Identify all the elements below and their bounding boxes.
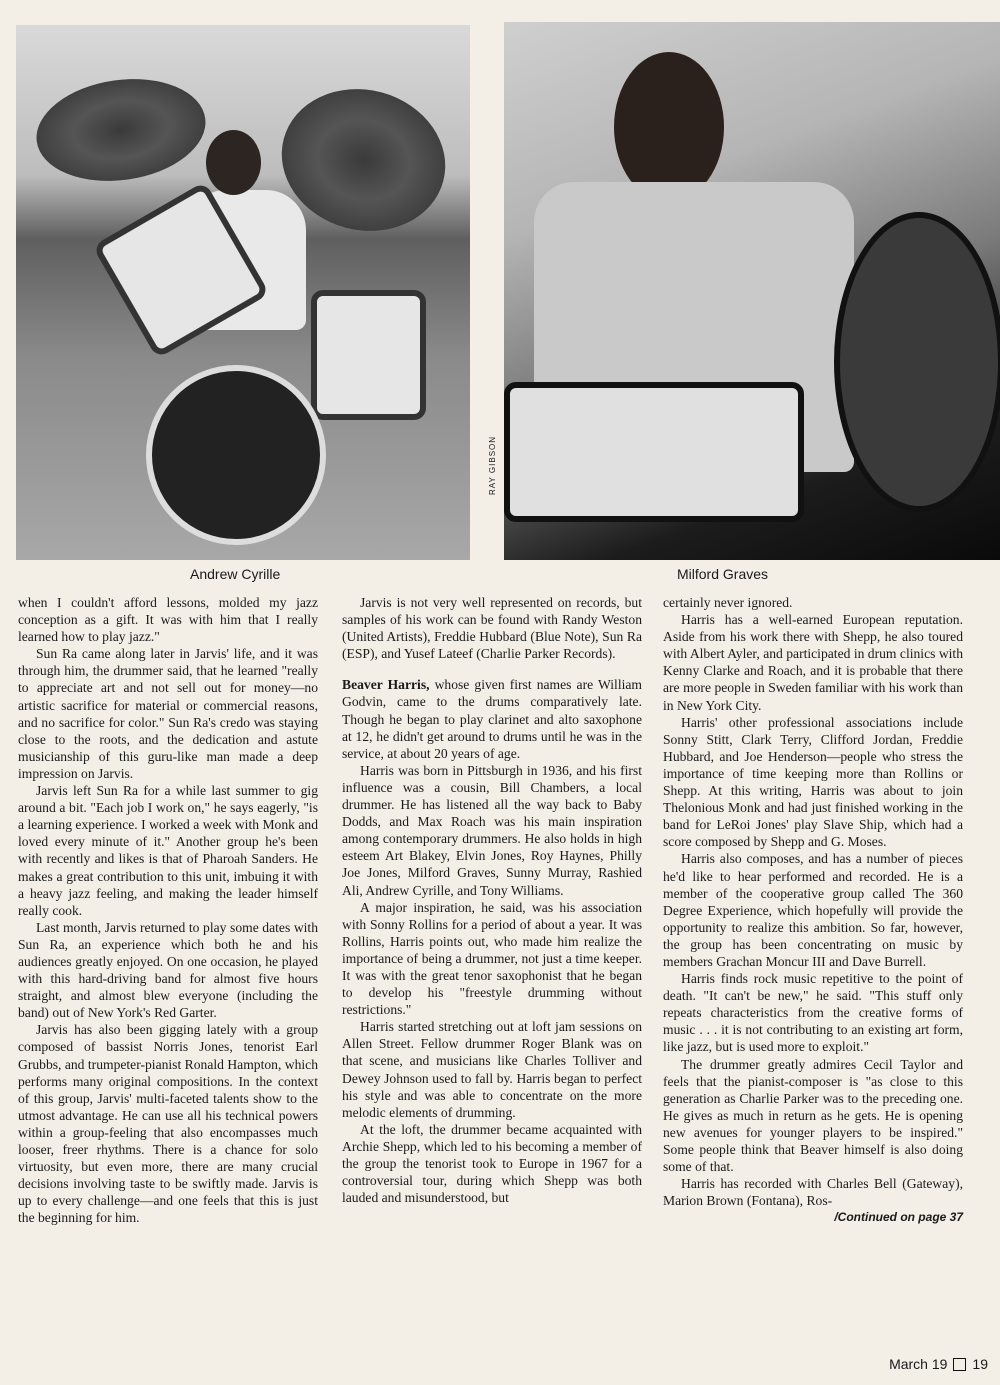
- subject-name: Beaver Harris,: [342, 677, 430, 693]
- tom-drum: [504, 382, 804, 522]
- caption-milford-graves: Milford Graves: [677, 566, 769, 582]
- paragraph: Harris was born in Pittsburgh in 1936, and his first influence was a cousin, Bill Chambers, a local drummer. He has listened all the way back to Baby Dodds, and Max Roach was his main inspiration among contemporary drummers. He also holds in high esteem Art Blakey, Elvin Jones, Roy Haynes, Philly Joe Jones, Milford Graves, Sunny Murray, Rashied Ali, Andrew Cyrille, and Tony Williams.: [342, 762, 642, 898]
- paragraph: when I couldn't afford lessons, molded my jazz conception as a gift. It was with him that I really learned how to play jazz.": [18, 595, 318, 645]
- photo-milford-graves: [504, 22, 1000, 560]
- paragraph: A major inspiration, he said, was his association with Sonny Rollins for a period of about a year. It was Rollins, Harris points out, who made him realize the importance of being a drummer, not just a time keeper. It was with the great tenor saxophonist that he began to develop his "freestyle drumming without restrictions.": [342, 899, 642, 1018]
- cymbal-right: [834, 212, 1000, 512]
- paragraph: Harris has recorded with Charles Bell (Gateway), Marion Brown (Fontana), Ros-: [663, 1176, 963, 1209]
- paragraph-text: whose given first names are William Godvin, came to the drums comparatively late. Though he began to play clarinet and alto saxophone at 12, he didn't get around to drums until he was in the service, at about 20 years of age.: [342, 677, 642, 761]
- issue-date: March 19: [889, 1356, 948, 1372]
- column-2: [342, 594, 642, 1206]
- paragraph: Harris has a well-earned European reputation. Aside from his work there with Shepp, he also toured with Albert Ayler, and participated in drum clinics with Kenny Clarke and Roach, and it is probable that there are more people in Sweden familiar with his work than in New York City.: [663, 612, 963, 713]
- continued-note: /Continued on page 37: [834, 1210, 963, 1225]
- drummer-head: [614, 52, 724, 202]
- paragraph: certainly never ignored.: [663, 595, 793, 610]
- floor-tom: [311, 290, 426, 420]
- column-3: [663, 594, 963, 1226]
- paragraph: Harris started stretching out at loft jam sessions on Allen Street. Fellow drummer Roger Blank was on that scene, and musicians like Charles Tolliver and Dewey Johnson used to fall by. Harris began to perfect his style and was able to concentrate on the more melodic elements of drumming.: [342, 1019, 642, 1120]
- paragraph: The drummer greatly admires Cecil Taylor and feels that the pianist-composer is "as close to this generation as Charlie Parker was to the preceding one. He gives as much in return as he gets. He is opening new avenues for younger players to be inspired." Some people think that Beaver himself is also doing some of that.: [663, 1056, 963, 1175]
- paragraph: Sun Ra came along later in Jarvis' life, and it was through him, the drummer said, that he learned "really to appreciate art and not sell out for money—no artistic sacrifice for material or commercial reasons, and no sacrifice for color." Sun Ra's credo was staying close to the roots, and the dedication and astute musicianship of this guru-like man made a deep impression on Jarvis.: [18, 646, 318, 781]
- photo-credit: RAY GIBSON: [488, 435, 497, 495]
- photo-andrew-cyrille: [16, 25, 470, 560]
- paragraph: At the loft, the drummer became acquainted with Archie Shepp, which led to his becoming a member of the group the tenorist took to Europe in 1967 for a controversial tour, during which Shepp was both lauded and misunderstood, but: [342, 1121, 642, 1206]
- paragraph: Last month, Jarvis returned to play some dates with Sun Ra, an experience which both he and his audiences greatly enjoyed. On one occasion, he played with this hard-driving band for almost five hours straight, and almost blew everyone (including the band) out of New York's Red Garter.: [18, 919, 318, 1021]
- paragraph: Harris also composes, and has a number of pieces he'd like to hear performed and recorded. He is a member of the cooperative group called The 360 Degree Experience, which hopefully will provide the opportunity to realize this ambition. So far, however, the group has been concentrating on music by members Grachan Moncur III and Dave Burrell.: [663, 851, 963, 969]
- paragraph: Jarvis has also been gigging lately with a group composed of bassist Norris Jones, tenorist Earl Grubbs, and trumpeter-pianist Ronald Hampton, which performs many original compositions. In the context of this group, Jarvis' multi-faceted talents show to the utmost advantage. He can use all his technical powers within a group-feeling that also encompasses much looser, freer rhythms. There is a chance for solo virtuosity, but even more, there are many crucial decisions involving taste to be swiftly made. Jarvis is up to every challenge—and one feels that this is just the beginning for him.: [18, 1022, 318, 1226]
- paragraph: [342, 676, 642, 761]
- page-number: 19: [972, 1356, 988, 1372]
- paragraph: Jarvis is not very well represented on records, but samples of his work can be found with Randy Weston (United Artists), Freddie Hubbard (Blue Note), Sun Ra (ESP), and Yusef Lateef (Charlie Parker Records).: [342, 595, 642, 662]
- bass-drum: [146, 365, 326, 545]
- cymbal-left: [30, 69, 212, 192]
- paragraph: Harris finds rock music repetitive to the point of death. "It can't be new," he said. "This stuff only repeats characteristics from the creative forms of music . . . it is not contributing to an existing art form, like jazz, but is used more to exploit.": [663, 971, 963, 1055]
- drummer-head: [206, 130, 261, 195]
- caption-andrew-cyrille: Andrew Cyrille: [190, 566, 281, 582]
- box-icon: [953, 1358, 966, 1371]
- column-1: [18, 594, 318, 1226]
- page-footer: [889, 1356, 988, 1372]
- paragraph: Harris' other professional associations include Sonny Stitt, Clark Terry, Clifford Jordan, Freddie Hubbard, and Joe Henderson—people who stress the importance of time keeping more than Rollins or Shepp. At this writing, Harris was about to join Thelonious Monk and had just finished working in the band for LeRoi Jones' play Slave Ship, which had a score composed by Shepp and G. Moses.: [663, 714, 963, 850]
- paragraph: Jarvis left Sun Ra for a while last summer to gig around a bit. "Each job I work on," he says eagerly, "is a learning experience. I worked a week with Monk and loved every minute of it." Another group he's been with recently and likes is that of Pharoah Sanders. He makes a great contribution to this unit, imbuing it with a heavy jazz feeling, and making the leader himself really cook.: [18, 783, 318, 918]
